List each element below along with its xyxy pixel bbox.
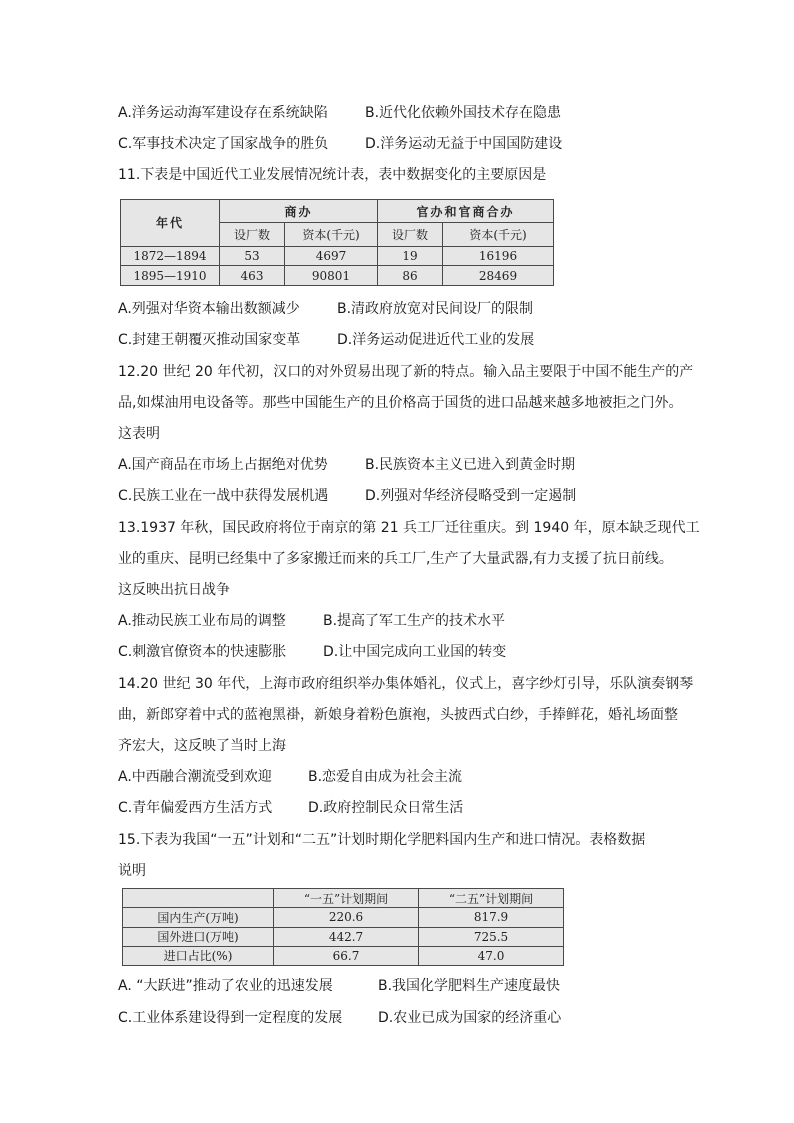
q15-cell: 817.9 xyxy=(419,908,564,927)
q15-header-first-plan: “一五”计划期间 xyxy=(274,889,419,908)
q11-cell: 19 xyxy=(378,246,443,266)
q11-option-c: C.封建王朝覆灭推动国家变革 xyxy=(118,332,301,348)
q13-stem-line: 13.1937 年秋，国民政府将位于南京的第 21 兵工厂迁往重庆。到 1940 年，原本缺乏现代工 xyxy=(118,520,700,536)
q11-option-b: B.清政府放宽对民间设厂的限制 xyxy=(337,301,534,317)
q13-option-a: A.推动民族工业布局的调整 xyxy=(118,613,286,629)
q11-era-cell: 1872—1894 xyxy=(121,246,220,266)
q10-option-c: C.军事技术决定了国家战争的胜负 xyxy=(118,136,329,152)
table-row xyxy=(123,946,564,965)
q15-stem xyxy=(118,825,680,887)
table-row xyxy=(123,927,564,946)
q15-fertilizer-table xyxy=(122,888,564,966)
q11-subheader: 设厂数 xyxy=(378,223,443,246)
q10-option-b: B.近代化依赖外国技术存在隐患 xyxy=(365,105,562,121)
q14-stem xyxy=(118,669,694,762)
q12-option-a: A.国产商品在市场上占据绝对优势 xyxy=(118,457,328,473)
q11-cell: 53 xyxy=(220,246,285,266)
q11-cell: 86 xyxy=(378,266,443,286)
q15-stem-line: 15.下表为我国“一五”计划和“二五”计划时期化学肥料国内生产和进口情况。表格数据 xyxy=(118,832,646,848)
q12-option-d: D.列强对华经济侵略受到一定遏制 xyxy=(365,488,577,504)
table-row xyxy=(121,266,554,286)
q11-header-era: 年代 xyxy=(121,200,220,247)
q13-stem xyxy=(118,513,700,606)
q11-era-cell: 1895—1910 xyxy=(121,266,220,286)
q11-subheader: 资本(千元) xyxy=(443,223,554,246)
table-header-row xyxy=(123,889,564,908)
q10-option-a: A.洋务运动海军建设存在系统缺陷 xyxy=(118,105,328,121)
q12-stem xyxy=(118,357,694,450)
q12-stem-line: 这表明 xyxy=(118,426,160,442)
q14-option-c: C.青年偏爱西方生活方式 xyxy=(118,800,273,816)
q12-stem-line: 品,如煤油用电设备等。那些中国能生产的且价格高于国货的进口品越来越多地被拒之门外。 xyxy=(118,395,683,411)
q14-option-b: B.恋爱自由成为社会主流 xyxy=(308,769,463,785)
q11-header-private: 商办 xyxy=(220,200,378,223)
q15-cell: 442.7 xyxy=(274,927,419,946)
q12-option-c: C.民族工业在一战中获得发展机遇 xyxy=(118,488,329,504)
table-row xyxy=(121,246,554,266)
q11-cell: 28469 xyxy=(443,266,554,286)
q13-stem-line: 业的重庆、昆明已经集中了多家搬迁而来的兵工厂,生产了大量武器,有力支援了抗日前线。 xyxy=(118,551,673,567)
q11-industry-table xyxy=(120,199,554,286)
q11-cell: 16196 xyxy=(443,246,554,266)
q15-header-second-plan: “二五”计划期间 xyxy=(419,889,564,908)
q13-option-b: B.提高了军工生产的技术水平 xyxy=(323,613,506,629)
q11-cell: 90801 xyxy=(285,266,378,286)
q13-option-c: C.刺激官僚资本的快速膨胀 xyxy=(118,644,287,660)
q12-option-b: B.民族资本主义已进入到黄金时期 xyxy=(365,457,576,473)
q11-option-a: A.列强对华资本输出数额减少 xyxy=(118,301,300,317)
q14-stem-line: 齐宏大，这反映了当时上海 xyxy=(118,738,286,754)
q15-option-b: B.我国化学肥料生产速度最快 xyxy=(378,978,561,994)
q15-header-blank xyxy=(123,889,274,908)
q15-option-d: D.农业已成为国家的经济重心 xyxy=(378,1010,562,1026)
q11-cell: 463 xyxy=(220,266,285,286)
q15-row-label: 国内生产(万吨) xyxy=(123,908,274,927)
q14-option-d: D.政府控制民众日常生活 xyxy=(308,800,464,816)
q15-row-label: 进口占比(%) xyxy=(123,946,274,965)
q15-cell: 66.7 xyxy=(274,946,419,965)
q11-subheader: 设厂数 xyxy=(220,223,285,246)
q15-cell: 725.5 xyxy=(419,927,564,946)
q11-subheader: 资本(千元) xyxy=(285,223,378,246)
q15-row-label: 国外进口(万吨) xyxy=(123,927,274,946)
q14-stem-line: 14.20 世纪 30 年代，上海市政府组织举办集体婚礼，仪式上，喜字纱灯引导，乐队演奏钢琴 xyxy=(118,676,694,692)
q13-stem-line: 这反映出抗日战争 xyxy=(118,582,230,598)
q11-header-official: 官办和官商合办 xyxy=(378,200,554,223)
q15-stem-line: 说明 xyxy=(118,863,146,879)
q14-option-a: A.中西融合潮流受到欢迎 xyxy=(118,769,272,785)
q14-stem-line: 曲，新郎穿着中式的蓝袍黑褂，新娘身着粉色旗袍，头披西式白纱，手捧鲜花，婚礼场面整 xyxy=(118,707,678,723)
table-row xyxy=(123,908,564,927)
q10-option-d: D.洋务运动无益于中国国防建设 xyxy=(365,136,563,152)
q13-option-d: D.让中国完成向工业国的转变 xyxy=(323,644,507,660)
q15-cell: 47.0 xyxy=(419,946,564,965)
q12-stem-line: 12.20 世纪 20 年代初，汉口的对外贸易出现了新的特点。输入品主要限于中国不能生产的产 xyxy=(118,364,694,380)
q11-stem: 11.下表是中国近代工业发展情况统计表，表中数据变化的主要原因是 xyxy=(118,167,547,183)
q11-option-d: D.洋务运动促进近代工业的发展 xyxy=(337,332,535,348)
q11-cell: 4697 xyxy=(285,246,378,266)
q15-option-c: C.工业体系建设得到一定程度的发展 xyxy=(118,1010,343,1026)
q15-option-a: A. “大跃进”推动了农业的迅速发展 xyxy=(118,978,333,994)
q15-cell: 220.6 xyxy=(274,908,419,927)
